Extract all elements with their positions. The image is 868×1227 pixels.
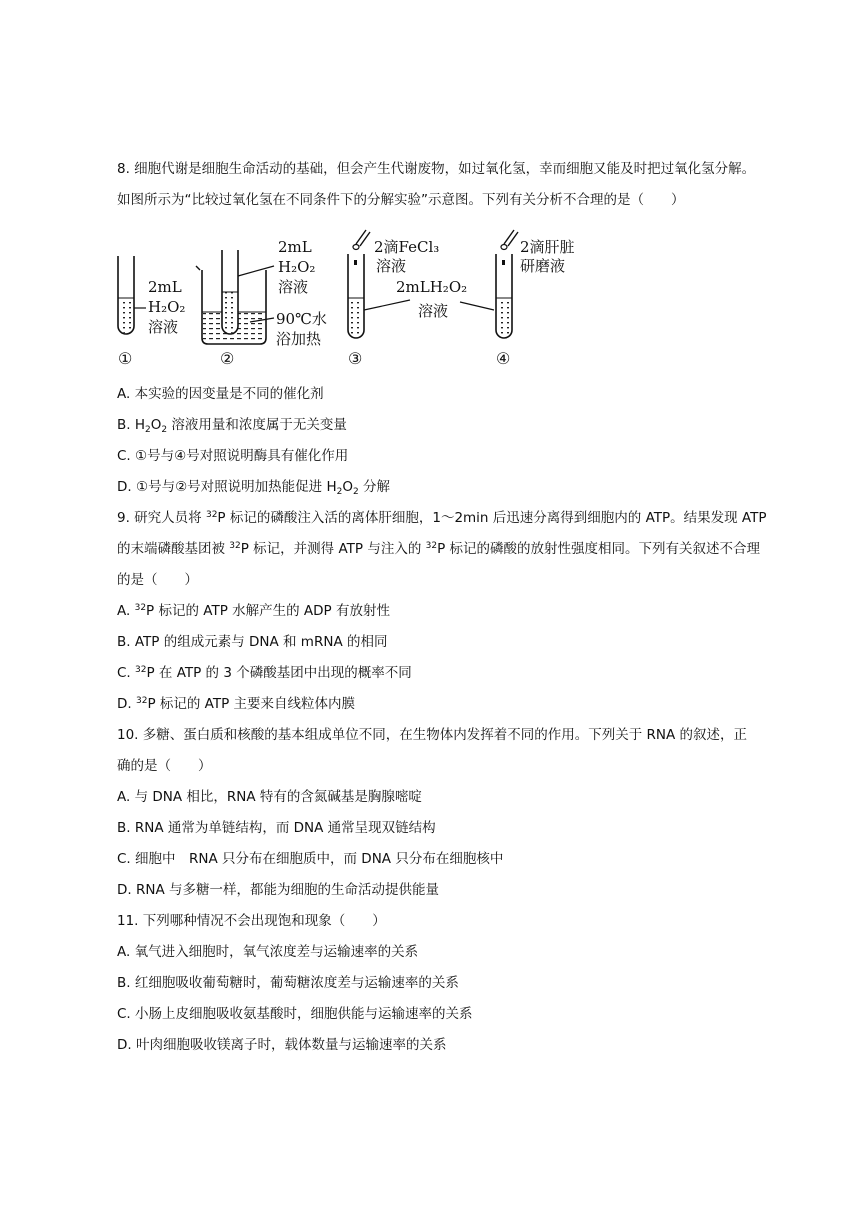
q9-option-d: D. $^{32}$P 标记的 ATP 主要来自线粒体内膜	[117, 696, 356, 712]
q11-option-c: C. 小肠上皮细胞吸收氨基酸时，细胞供能与运输速率的关系	[117, 1006, 473, 1022]
tube4-label-line1: 2滴肝脏	[520, 238, 575, 256]
q9-stem-line2: 的末端磷酸基团被 $^{32}$P 标记，并测得 ATP 与注入的 $^{32}$P 标记的磷酸的放射性强度相同。下列有关叙述不合理	[117, 541, 761, 557]
test-tube-4	[496, 230, 575, 368]
tube3-label-line1: 2滴FeCl₃	[374, 238, 440, 256]
q8-option-d: D. ①号与②号对照说明加热能促进 $H_2O_2$ 分解	[117, 479, 391, 497]
tube1-label-line1: 2mL	[148, 278, 182, 296]
tube1-label-line3: 溶液	[148, 318, 179, 336]
test-tube-3	[348, 230, 439, 368]
water-bath-label-line2: 浴加热	[276, 330, 322, 348]
q9-option-b: B. ATP 的组成元素与 DNA 和 mRNA 的相同	[117, 634, 388, 650]
q10-stem-line1: 10. 多糖、蛋白质和核酸的基本组成单位不同，在生物体内发挥着不同的作用。下列关于 RNA 的叙述，正	[117, 727, 748, 743]
q9-stem-line3: 的是（ ）	[117, 572, 198, 588]
tube2-number: ②	[220, 349, 235, 368]
tube3-number: ③	[348, 349, 363, 368]
q10-option-d: D. RNA 与多糖一样，都能为细胞的生命活动提供能量	[117, 882, 439, 898]
tube4-label-line2: 研磨液	[520, 257, 566, 275]
q10-option-c: C. 细胞中 RNA 只分布在细胞质中，而 DNA 只分布在细胞核中	[117, 851, 504, 867]
shared-solution-label-line1: 2mLH₂O₂	[396, 278, 468, 296]
test-tube-1	[118, 256, 185, 368]
q8-option-a: A. 本实验的因变量是不同的催化剂	[117, 386, 324, 402]
tube1-number: ①	[118, 349, 133, 368]
tube2-label-line2: H₂O₂	[278, 258, 316, 276]
q11-stem-line1: 11. 下列哪种情况不会出现饱和现象（ ）	[117, 913, 386, 929]
tube2-label-line1: 2mL	[278, 238, 312, 256]
q8-option-c: C. ①号与④号对照说明酶具有催化作用	[117, 448, 349, 464]
q8-stem-line2: 如图所示为“比较过氧化氢在不同条件下的分解实验”示意图。下列有关分析不合理的是（ ）	[117, 192, 685, 208]
tube2-label-line3: 溶液	[278, 278, 309, 296]
q8-stem-line1: 8. 细胞代谢是细胞生命活动的基础，但会产生代谢废物，如过氧化氢，幸而细胞又能及时把过氧化氢分解。	[117, 161, 756, 177]
q9-stem-line1: 9. 研究人员将 $^{32}$P 标记的磷酸注入活的离体肝细胞，1～2min 后迅速分离得到细胞内的 ATP。结果发现 ATP	[117, 510, 767, 526]
tube1-label-line2: H₂O₂	[148, 298, 186, 316]
q8-experiment-figure	[110, 226, 590, 372]
q9-option-c: C. $^{32}$P 在 ATP 的 3 个磷酸基团中出现的概率不同	[117, 665, 412, 681]
water-bath-label-line1: 90℃水	[276, 310, 327, 328]
tube4-number: ④	[496, 349, 511, 368]
q11-option-b: B. 红细胞吸收葡萄糖时，葡萄糖浓度差与运输速率的关系	[117, 975, 459, 991]
q10-stem-line2: 确的是（ ）	[117, 758, 212, 774]
q11-option-d: D. 叶肉细胞吸收镁离子时，载体数量与运输速率的关系	[117, 1037, 447, 1053]
shared-solution-label-line2: 溶液	[418, 302, 449, 320]
tube3-label-line2: 溶液	[376, 257, 407, 275]
test-tube-2-water-bath	[196, 238, 327, 368]
q11-option-a: A. 氧气进入细胞时，氧气浓度差与运输速率的关系	[117, 944, 419, 960]
q8-option-b: B. $H_2O_2$ 溶液用量和浓度属于无关变量	[117, 417, 347, 435]
q10-option-a: A. 与 DNA 相比，RNA 特有的含氮碱基是胸腺嘧啶	[117, 789, 422, 805]
q9-option-a: A. $^{32}$P 标记的 ATP 水解产生的 ADP 有放射性	[117, 603, 390, 619]
q10-option-b: B. RNA 通常为单链结构，而 DNA 通常呈现双链结构	[117, 820, 436, 836]
